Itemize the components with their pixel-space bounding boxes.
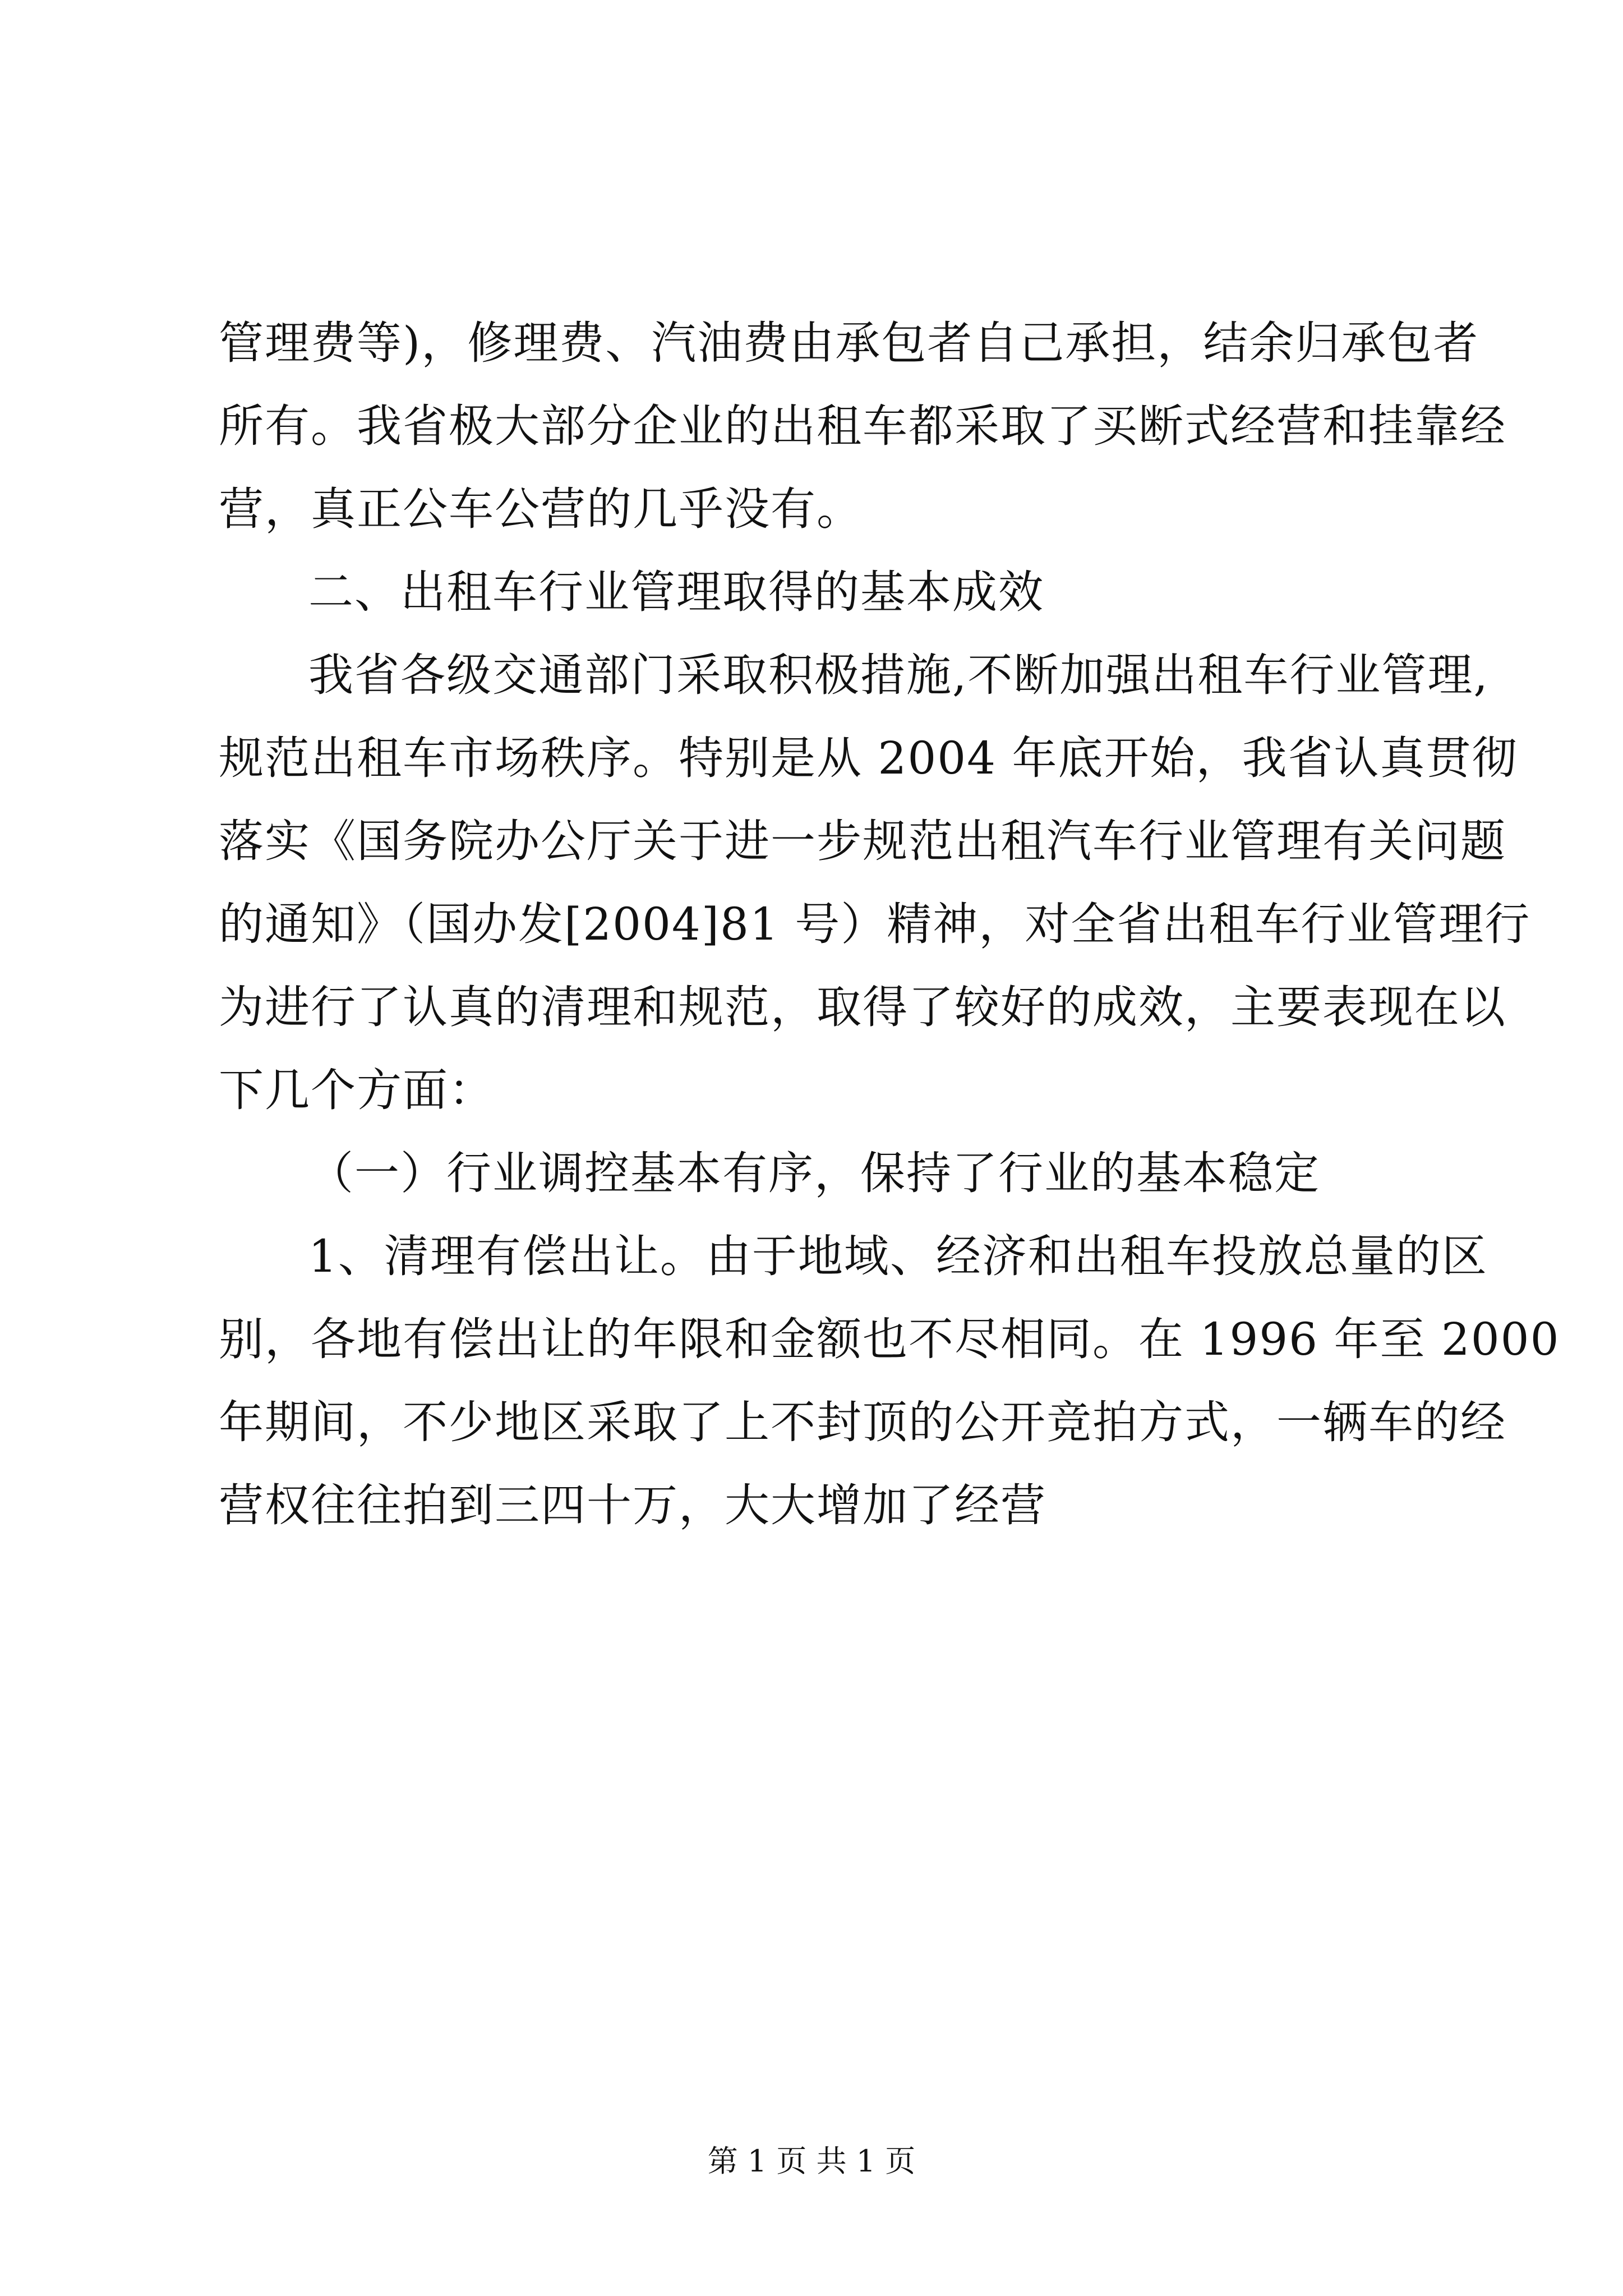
paragraph-line: 下几个方面： <box>219 1064 495 1116</box>
paragraph-line: 我省各级交通部门采取积极措施,不断加强出租车行业管理, <box>308 649 1489 701</box>
page-footer: 第 1 页 共 1 页 <box>707 2143 916 2179</box>
document-body <box>219 302 1560 1547</box>
section-heading: 二、出租车行业管理取得的基本成效 <box>308 566 1044 618</box>
paragraph-line: 为进行了认真的清理和规范，取得了较好的成效，主要表现在以 <box>219 981 1506 1033</box>
subsection-heading: （一）行业调控基本有序，保持了行业的基本稳定 <box>308 1147 1320 1199</box>
paragraph-line: 管理费等)，修理费、汽油费由承包者自己承担，结余归承包者 <box>219 317 1479 369</box>
paragraph-line: 年期间，不少地区采取了上不封顶的公开竞拍方式，一辆车的经 <box>219 1396 1506 1448</box>
paragraph-line: 别，各地有偿出让的年限和金额也不尽相同。在 1996 年至 2000 <box>219 1313 1560 1365</box>
paragraph-line: 规范出租车市场秩序。特别是从 2004 年底开始，我省认真贯彻 <box>219 732 1518 784</box>
paragraph-line: 所有。我省极大部分企业的出租车都采取了买断式经营和挂靠经 <box>219 400 1506 452</box>
paragraph-line: 落实《国务院办公厅关于进一步规范出租汽车行业管理有关问题 <box>219 815 1506 867</box>
paragraph-line: 的通知》（国办发[2004]81 号）精神，对全省出租车行业管理行 <box>219 898 1531 950</box>
paragraph-line: 营，真正公车公营的几乎没有。 <box>219 483 863 535</box>
paragraph-line: 营权往往拍到三四十万，大大增加了经营 <box>219 1479 1046 1531</box>
paragraph-line: 1、清理有偿出让。由于地域、经济和出租车投放总量的区 <box>308 1230 1488 1282</box>
